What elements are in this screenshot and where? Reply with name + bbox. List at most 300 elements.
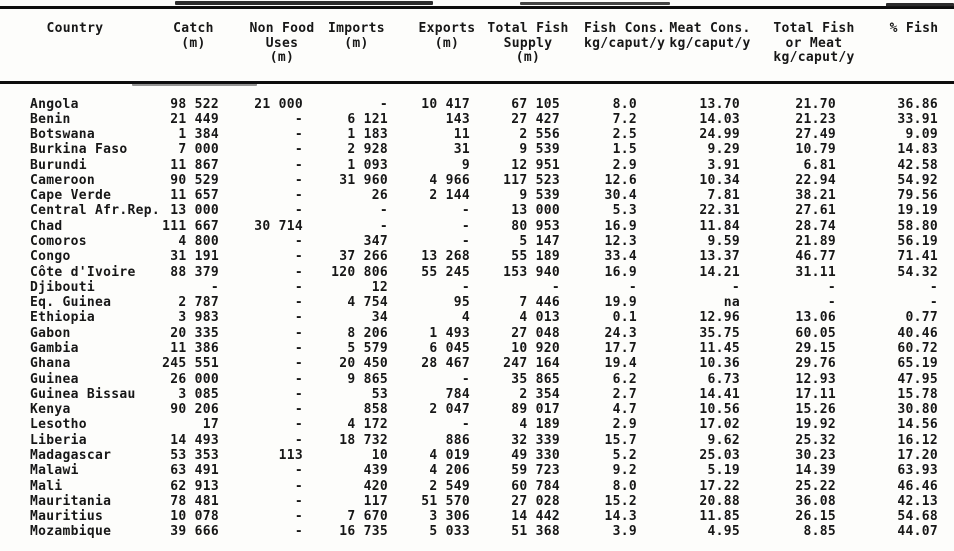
value-cell: 5.19 <box>707 463 740 479</box>
col-header-line: Supply <box>503 35 553 51</box>
table-row <box>0 219 954 234</box>
table-body <box>0 82 954 540</box>
value-cell: 11 867 <box>170 157 219 173</box>
value-cell: 30 714 <box>254 218 303 234</box>
value-cell: 12.96 <box>699 310 740 326</box>
country-cell: Guinea Bissau <box>30 386 136 402</box>
value-cell: 13 000 <box>170 203 219 219</box>
table-row <box>0 524 954 539</box>
value-cell: 16 735 <box>339 524 388 540</box>
country-cell: Guinea <box>30 371 79 387</box>
table-row <box>0 402 954 417</box>
value-cell: 2 144 <box>429 188 470 204</box>
value-cell: - <box>294 127 303 143</box>
value-cell: 17 <box>202 417 219 433</box>
value-cell: 7 000 <box>178 142 219 158</box>
value-cell: 30.80 <box>897 402 938 418</box>
value-cell: - <box>929 295 938 311</box>
value-cell: 2 047 <box>429 402 470 418</box>
table-row <box>0 310 954 325</box>
value-cell: 24.99 <box>699 127 740 143</box>
col-header-line: Imports <box>328 21 385 36</box>
value-cell: 6.73 <box>707 371 740 387</box>
country-cell: Comoros <box>30 234 87 250</box>
value-cell: 8.85 <box>803 524 836 540</box>
col-header-non-food-uses <box>241 8 323 83</box>
table-row <box>0 509 954 524</box>
table-row <box>0 341 954 356</box>
value-cell: 12.3 <box>604 234 637 250</box>
value-cell: 12 <box>371 279 388 295</box>
value-cell: 5.2 <box>612 447 637 463</box>
value-cell: 8.0 <box>612 478 637 494</box>
country-cell: Mauritania <box>30 493 112 509</box>
value-cell: 22.94 <box>795 172 836 188</box>
country-cell: Botswana <box>30 127 96 143</box>
value-cell: 10 <box>371 447 388 463</box>
value-cell: 14.41 <box>699 386 740 402</box>
value-cell: 16.12 <box>897 432 938 448</box>
value-cell: 28.74 <box>795 218 836 234</box>
table-row <box>0 280 954 295</box>
value-cell: 4 172 <box>347 417 388 433</box>
country-cell: Congo <box>30 249 71 265</box>
value-cell: - <box>294 249 303 265</box>
value-cell: 9 539 <box>519 142 560 158</box>
value-cell: 28 467 <box>421 356 470 372</box>
value-cell: 11.45 <box>699 341 740 356</box>
table-header <box>0 8 954 83</box>
value-cell: 39 666 <box>170 524 219 540</box>
value-cell: 2.9 <box>612 157 637 173</box>
value-cell: 113 <box>278 447 303 463</box>
value-cell: 3 085 <box>178 386 219 402</box>
col-header-line: kg/caput/y <box>669 35 751 51</box>
value-cell: - <box>294 402 303 418</box>
value-cell: 31.11 <box>795 264 836 280</box>
value-cell: - <box>294 157 303 173</box>
col-header-total-fish-or-meat <box>766 8 862 83</box>
country-cell: Djibouti <box>30 279 96 295</box>
value-cell: 9 <box>461 157 470 173</box>
value-cell: 21 449 <box>170 111 219 127</box>
value-cell: 15.2 <box>604 493 637 509</box>
country-cell: Gabon <box>30 325 71 341</box>
value-cell: 60.05 <box>795 325 836 341</box>
value-cell: 111 667 <box>162 218 219 234</box>
value-cell: 2.7 <box>612 386 637 402</box>
value-cell: 4 754 <box>347 295 388 311</box>
value-cell: 5 579 <box>347 341 388 356</box>
value-cell: 11.84 <box>699 218 740 234</box>
value-cell: 11.85 <box>699 509 740 525</box>
value-cell: 4 <box>461 310 470 326</box>
value-cell: 13 268 <box>421 249 470 265</box>
value-cell: 11 <box>453 127 470 143</box>
value-cell: 98 522 <box>170 96 219 112</box>
value-cell: 9 865 <box>347 371 388 387</box>
value-cell: 17.11 <box>795 386 836 402</box>
value-cell: 4 206 <box>429 463 470 479</box>
value-cell: 5.3 <box>612 203 637 219</box>
value-cell: 53 353 <box>170 447 219 463</box>
value-cell: 34 <box>371 310 388 326</box>
col-header-line: Total Fish <box>773 21 855 36</box>
table-row <box>0 387 954 402</box>
value-cell: 0.1 <box>612 310 637 326</box>
value-cell: 71.41 <box>897 249 938 265</box>
country-cell: Liberia <box>30 432 87 448</box>
col-header-line: kg/caput/y <box>584 35 666 51</box>
value-cell: 37 266 <box>339 249 388 265</box>
value-cell: 10 417 <box>421 96 470 112</box>
value-cell: 4.95 <box>707 524 740 540</box>
value-cell: 2.9 <box>612 417 637 433</box>
value-cell: 46.77 <box>795 249 836 265</box>
table-row <box>0 479 954 494</box>
value-cell: 18 732 <box>339 432 388 448</box>
value-cell: 29.15 <box>795 341 836 356</box>
country-cell: Côte d'Ivoire <box>30 264 136 280</box>
country-cell: Benin <box>30 111 71 127</box>
value-cell: 1.5 <box>612 142 637 158</box>
value-cell: 247 164 <box>503 356 560 372</box>
table-row <box>0 295 954 310</box>
col-header-line: (m) <box>344 35 369 51</box>
value-cell: - <box>461 218 470 234</box>
value-cell: 13 000 <box>511 203 560 219</box>
value-cell: 80 953 <box>511 218 560 234</box>
value-cell: 25.22 <box>795 478 836 494</box>
value-cell: 44.07 <box>897 524 938 540</box>
value-cell: 27 048 <box>511 325 560 341</box>
value-cell: 33.91 <box>897 111 938 127</box>
value-cell: 14.3 <box>604 509 637 525</box>
value-cell: 49 330 <box>511 447 560 463</box>
value-cell: 886 <box>445 432 470 448</box>
value-cell: 1 093 <box>347 157 388 173</box>
value-cell: 3.91 <box>707 157 740 173</box>
value-cell: - <box>210 279 219 295</box>
value-cell: na <box>723 295 740 311</box>
value-cell: 65.19 <box>897 356 938 372</box>
value-cell: 31 960 <box>339 172 388 188</box>
value-cell: 6.81 <box>803 157 836 173</box>
col-header-country <box>0 8 150 83</box>
col-header-line: Meat Cons. <box>669 21 751 36</box>
value-cell: 12 951 <box>511 157 560 173</box>
value-cell: 5 147 <box>519 234 560 250</box>
table-row <box>0 234 954 249</box>
value-cell: 21.70 <box>795 96 836 112</box>
value-cell: - <box>731 279 740 295</box>
value-cell: 347 <box>363 234 388 250</box>
value-cell: 17.02 <box>699 417 740 433</box>
value-cell: 14.03 <box>699 111 740 127</box>
col-header-line: Country <box>46 21 104 36</box>
value-cell: 2.5 <box>612 127 637 143</box>
value-cell: - <box>929 279 938 295</box>
value-cell: - <box>294 203 303 219</box>
value-cell: 35.75 <box>699 325 740 341</box>
value-cell: 42.13 <box>897 493 938 509</box>
value-cell: 30.4 <box>604 188 637 204</box>
value-cell: 55 189 <box>511 249 560 265</box>
value-cell: 63 491 <box>170 463 219 479</box>
value-cell: 36.08 <box>795 493 836 509</box>
value-cell: 17.7 <box>604 341 637 356</box>
value-cell: - <box>461 203 470 219</box>
value-cell: 27 427 <box>511 111 560 127</box>
value-cell: - <box>827 295 836 311</box>
country-cell: Cape Verde <box>30 188 112 204</box>
scan-smudge <box>520 2 670 5</box>
value-cell: 1 183 <box>347 127 388 143</box>
value-cell: 9.09 <box>905 127 938 143</box>
value-cell: 14 493 <box>170 432 219 448</box>
value-cell: 10.56 <box>699 402 740 418</box>
country-cell: Angola <box>30 96 79 112</box>
table-row <box>0 249 954 264</box>
value-cell: - <box>294 356 303 372</box>
value-cell: 67 105 <box>511 96 560 112</box>
country-cell: Mali <box>30 478 63 494</box>
col-header-fish-cons <box>584 8 666 83</box>
value-cell: 4 013 <box>519 310 560 326</box>
col-header-imports <box>314 8 399 83</box>
value-cell: 3 306 <box>429 509 470 525</box>
value-cell: 14.56 <box>897 417 938 433</box>
value-cell: 27.61 <box>795 203 836 219</box>
value-cell: 53 <box>371 386 388 402</box>
value-cell: 25.03 <box>699 447 740 463</box>
value-cell: 9.62 <box>707 432 740 448</box>
value-cell: 19.9 <box>604 295 637 311</box>
country-fish-statistics-table <box>0 6 954 540</box>
table-row <box>0 112 954 127</box>
value-cell: 40.46 <box>897 325 938 341</box>
value-cell: 32 339 <box>511 432 560 448</box>
country-cell: Burundi <box>30 157 87 173</box>
table-row <box>0 82 954 112</box>
country-cell: Mauritius <box>30 509 104 525</box>
value-cell: 15.78 <box>897 386 938 402</box>
value-cell: 8.0 <box>612 96 637 112</box>
value-cell: 47.95 <box>897 371 938 387</box>
col-header-line: Uses <box>265 35 299 51</box>
value-cell: 20.88 <box>699 493 740 509</box>
value-cell: - <box>294 142 303 158</box>
value-cell: - <box>628 279 637 295</box>
value-cell: 16.9 <box>604 218 637 234</box>
value-cell: 6 045 <box>429 341 470 356</box>
value-cell: 88 379 <box>170 264 219 280</box>
country-cell: Burkina Faso <box>30 142 128 158</box>
country-cell: Kenya <box>30 402 71 418</box>
value-cell: 9.29 <box>707 142 740 158</box>
value-cell: 3 983 <box>178 310 219 326</box>
value-cell: 10 920 <box>511 341 560 356</box>
value-cell: 9 539 <box>519 188 560 204</box>
value-cell: - <box>461 371 470 387</box>
value-cell: 55 245 <box>421 264 470 280</box>
value-cell: 78 481 <box>170 493 219 509</box>
table-row <box>0 265 954 280</box>
value-cell: 8 206 <box>347 325 388 341</box>
value-cell: 9.59 <box>707 234 740 250</box>
value-cell: - <box>294 325 303 341</box>
scan-smudge <box>175 1 433 5</box>
col-header-catch <box>156 8 231 83</box>
table-row <box>0 356 954 371</box>
value-cell: - <box>294 188 303 204</box>
value-cell: 4 019 <box>429 447 470 463</box>
scan-smudge <box>132 83 257 86</box>
table-row <box>0 188 954 203</box>
table-row <box>0 142 954 157</box>
col-header-line: Non Food <box>249 21 315 36</box>
value-cell: 7 446 <box>519 295 560 311</box>
country-cell: Ethiopia <box>30 310 96 326</box>
value-cell: 13.06 <box>795 310 836 326</box>
value-cell: 6.2 <box>612 371 637 387</box>
value-cell: 25.32 <box>795 432 836 448</box>
col-header-line: Exports <box>418 21 476 36</box>
value-cell: - <box>294 264 303 280</box>
col-header-line: Total Fish <box>487 21 569 36</box>
table-row <box>0 417 954 432</box>
country-cell: Ghana <box>30 356 71 372</box>
table-row <box>0 448 954 463</box>
value-cell: 30.23 <box>795 447 836 463</box>
value-cell: 16.9 <box>604 264 637 280</box>
value-cell: 46.46 <box>897 478 938 494</box>
country-cell: Cameroon <box>30 172 96 188</box>
country-cell: Madagascar <box>30 447 112 463</box>
value-cell: 51 368 <box>511 524 560 540</box>
value-cell: 439 <box>363 463 388 479</box>
value-cell: - <box>379 218 388 234</box>
value-cell: 11 657 <box>170 188 219 204</box>
value-cell: - <box>551 279 560 295</box>
value-cell: - <box>294 279 303 295</box>
value-cell: 51 570 <box>421 493 470 509</box>
col-header-total-fish-supply <box>483 8 573 83</box>
value-cell: 20 335 <box>170 325 219 341</box>
value-cell: 14.39 <box>795 463 836 479</box>
value-cell: 19.92 <box>795 417 836 433</box>
value-cell: - <box>294 386 303 402</box>
value-cell: 56.19 <box>897 234 938 250</box>
value-cell: 22.31 <box>699 203 740 219</box>
value-cell: 31 <box>453 142 470 158</box>
value-cell: 153 940 <box>503 264 560 280</box>
value-cell: 2 354 <box>519 386 560 402</box>
value-cell: 19.19 <box>897 203 938 219</box>
country-cell: Mozambique <box>30 524 112 540</box>
value-cell: 11 386 <box>170 341 219 356</box>
value-cell: 245 551 <box>162 356 219 372</box>
country-cell: Malawi <box>30 463 79 479</box>
value-cell: - <box>294 432 303 448</box>
table-row <box>0 433 954 448</box>
value-cell: 420 <box>363 478 388 494</box>
value-cell: - <box>294 341 303 356</box>
col-header-line: kg/caput/y <box>773 50 855 65</box>
value-cell: 36.86 <box>897 96 938 112</box>
value-cell: 7.81 <box>707 188 740 204</box>
country-cell: Lesotho <box>30 417 87 433</box>
header-row <box>0 8 954 83</box>
value-cell: 35 865 <box>511 371 560 387</box>
value-cell: 4 189 <box>519 417 560 433</box>
value-cell: 5 033 <box>429 524 470 540</box>
col-header-line: (m) <box>515 50 541 65</box>
value-cell: 117 <box>363 493 388 509</box>
value-cell: 2 549 <box>429 478 470 494</box>
country-cell: Chad <box>30 218 63 234</box>
value-cell: - <box>294 463 303 479</box>
country-cell: Gambia <box>30 341 79 356</box>
value-cell: - <box>461 279 470 295</box>
value-cell: 13.37 <box>699 249 740 265</box>
value-cell: 95 <box>453 295 470 311</box>
value-cell: 1 384 <box>178 127 219 143</box>
value-cell: 12.6 <box>604 172 637 188</box>
value-cell: 31 191 <box>170 249 219 265</box>
value-cell: 24.3 <box>604 325 637 341</box>
value-cell: 3.9 <box>612 524 637 540</box>
value-cell: - <box>294 417 303 433</box>
value-cell: - <box>379 203 388 219</box>
country-cell: Central Afr.Rep. <box>30 203 161 219</box>
value-cell: - <box>294 524 303 540</box>
value-cell: 7.2 <box>612 111 637 127</box>
value-cell: 27 028 <box>511 493 560 509</box>
value-cell: - <box>294 172 303 188</box>
value-cell: 4 966 <box>429 172 470 188</box>
value-cell: - <box>294 310 303 326</box>
value-cell: 90 206 <box>170 402 219 418</box>
value-cell: 26 000 <box>170 371 219 387</box>
value-cell: 62 913 <box>170 478 219 494</box>
value-cell: 4.7 <box>612 402 637 418</box>
value-cell: - <box>461 234 470 250</box>
value-cell: 15.7 <box>604 432 637 448</box>
table-row <box>0 173 954 188</box>
col-header-line: or Meat <box>785 35 843 51</box>
table-row <box>0 127 954 142</box>
value-cell: 42.58 <box>897 157 938 173</box>
value-cell: 4 800 <box>178 234 219 250</box>
col-header-meat-cons <box>658 8 762 83</box>
col-header-line: (m) <box>434 35 460 51</box>
country-cell: Eq. Guinea <box>30 295 112 311</box>
col-header-line: % Fish <box>889 21 939 36</box>
value-cell: 54.32 <box>897 264 938 280</box>
value-cell: 26 <box>371 188 388 204</box>
value-cell: 2 787 <box>178 295 219 311</box>
value-cell: - <box>461 417 470 433</box>
value-cell: 10.34 <box>699 172 740 188</box>
value-cell: 120 806 <box>331 264 388 280</box>
col-header-line: (m) <box>269 50 295 65</box>
value-cell: 19.4 <box>604 356 637 372</box>
value-cell: 27.49 <box>795 127 836 143</box>
col-header-line: Catch <box>173 21 214 36</box>
value-cell: 858 <box>363 402 388 418</box>
value-cell: 0.77 <box>905 310 938 326</box>
